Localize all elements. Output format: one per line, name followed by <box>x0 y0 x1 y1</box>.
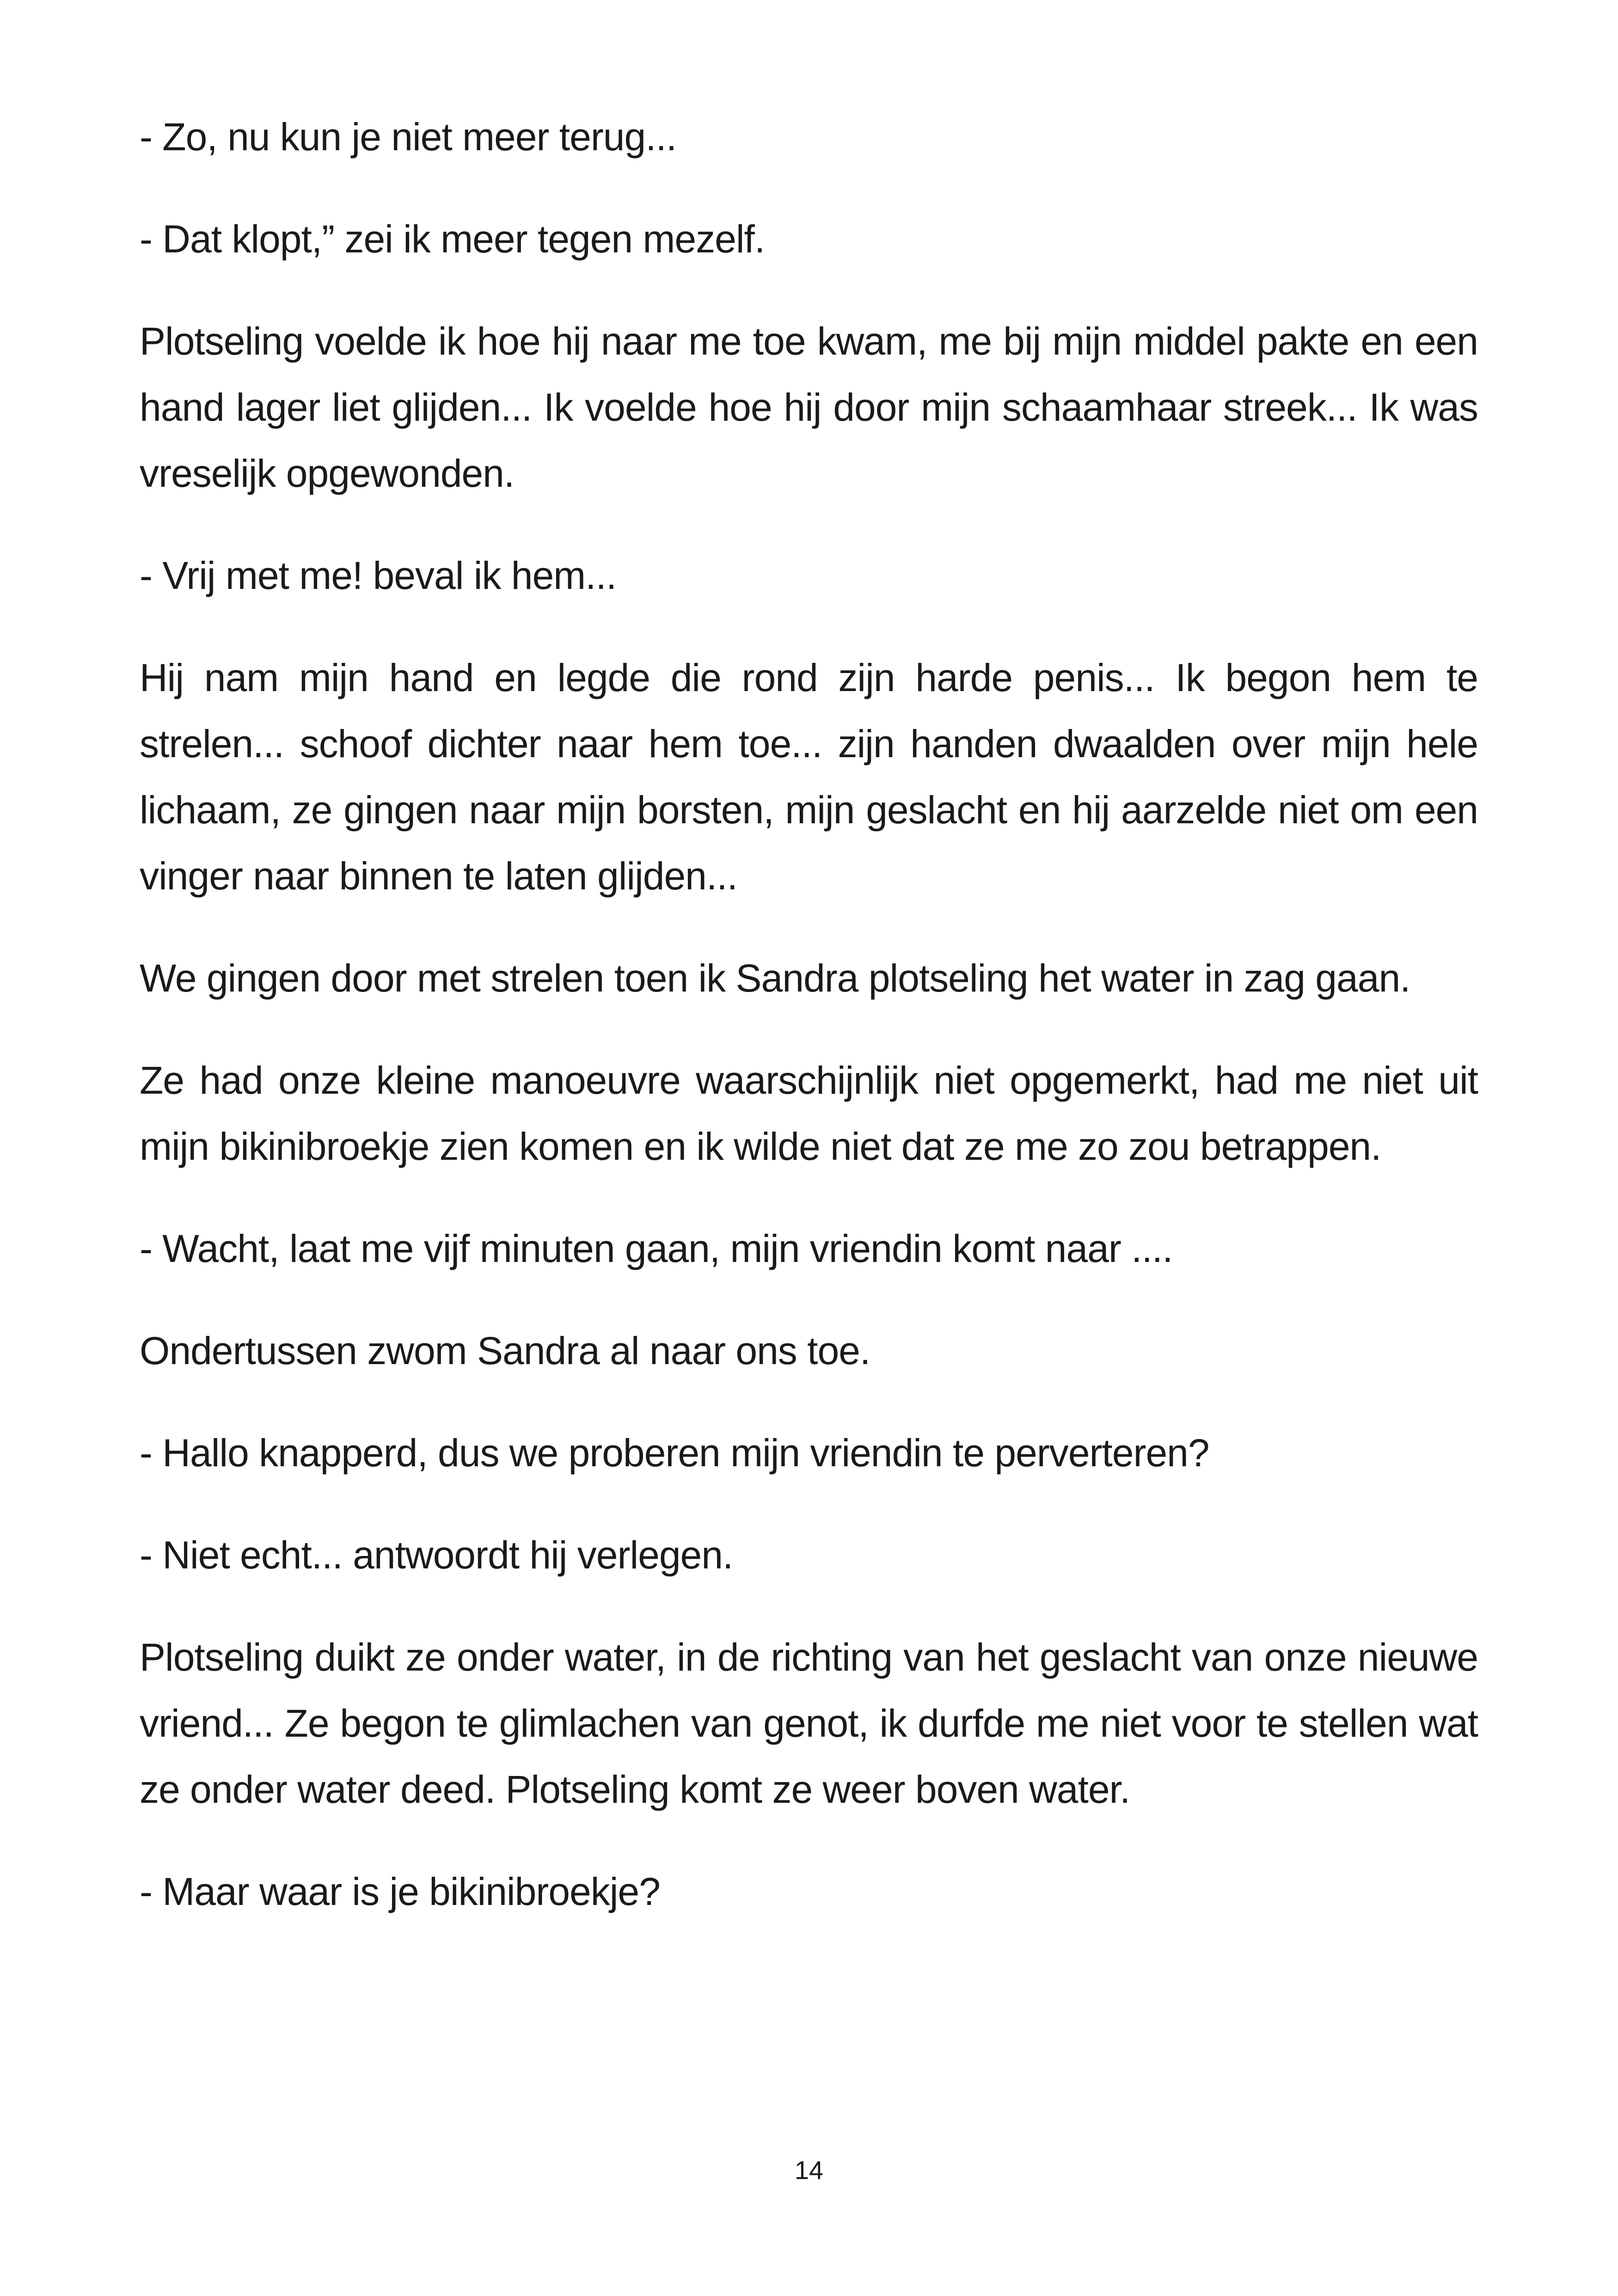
body-text <box>140 104 1478 1961</box>
paragraph: Ze had onze kleine manoeuvre waarschijnlijk niet opgemerkt, had me niet uit mijn bikinibroekje zien komen en ik wilde niet dat ze me zo zou betrappen. <box>140 1059 1478 1168</box>
paragraph: - Hallo knapperd, dus we proberen mijn vriendin te perverteren? <box>140 1431 1209 1475</box>
paragraph: Plotseling duikt ze onder water, in de richting van het geslacht van onze nieuwe vriend... Ze begon te glimlachen van genot, ik durfde me niet voor te stellen wat ze onder water deed. Plotseling komt ze weer boven water. <box>140 1635 1478 1811</box>
paragraph: - Maar waar is je bikinibroekje? <box>140 1870 660 1913</box>
paragraph: - Niet echt... antwoordt hij verlegen. <box>140 1533 733 1577</box>
paragraph: Plotseling voelde ik hoe hij naar me toe kwam, me bij mijn middel pakte en een hand lager liet glijden... Ik voelde hoe hij door mijn schaamhaar streek... Ik was vreselijk opgewonden. <box>140 319 1478 495</box>
paragraph: Hij nam mijn hand en legde die rond zijn harde penis... Ik begon hem te strelen... schoof dichter naar hem toe... zijn handen dwaalden over mijn hele lichaam, ze gingen naar mijn borsten, mijn geslacht en hij aarzelde niet om een vinger naar binnen te laten glijden... <box>140 656 1478 898</box>
paragraph: - Zo, nu kun je niet meer terug... <box>140 115 677 159</box>
paragraph: - Dat klopt,” zei ik meer tegen mezelf. <box>140 217 765 261</box>
page-number: 14 <box>794 2155 824 2185</box>
paragraph: - Wacht, laat me vijf minuten gaan, mijn vriendin komt naar .... <box>140 1227 1173 1270</box>
paragraph: We gingen door met strelen toen ik Sandra plotseling het water in zag gaan. <box>140 956 1410 1000</box>
paragraph: - Vrij met me! beval ik hem... <box>140 554 617 597</box>
paragraph: Ondertussen zwom Sandra al naar ons toe. <box>140 1329 870 1372</box>
